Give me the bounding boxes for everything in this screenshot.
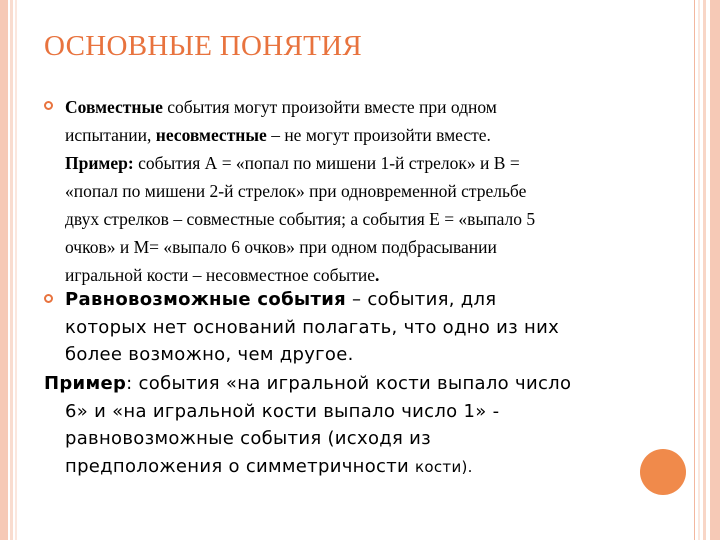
right-border-line [694,0,695,540]
right-border-stripe [710,0,720,540]
text-line: испытании, [65,125,156,145]
left-border-stripe-inner [10,0,13,540]
bullet-ring-icon [44,294,53,303]
right-border-stripe-thin [698,0,700,540]
bullet-item-equiprobable-events [44,286,674,369]
text-line: равновозможные события (исходя из [65,428,432,449]
example-paragraph [44,370,684,481]
text-line: : события «на игральной кости выпало число [126,373,572,394]
left-border-stripe [0,0,8,540]
text-line: очков» и М= «выпало 6 очков» при одном подбрасывании [65,237,497,257]
term-compatible: Совместные [65,97,163,117]
example-first-line [44,370,684,398]
text-line: «попал по мишени 2-й стрелок» при одновременной стрельбе [65,181,527,201]
text-line: которых нет оснований полагать, что одно из них [65,316,560,338]
text-line: – не могут произойти вместе. [266,125,491,145]
slide-title: ОСНОВНЫЕ ПОНЯТИЯ [44,30,363,62]
left-border-stripe-thin [15,0,17,540]
text-line-small: кости). [415,457,473,476]
bullet-text [65,286,674,369]
right-border-stripe-inner [703,0,706,540]
text-line: двух стрелков – совместные события; а события Е = «выпало 5 [65,209,536,229]
text-line: события могут произойти вместе при одном [162,97,497,117]
text-period: . [375,265,380,285]
text-line: 6» и «на игральной кости выпало число 1» - [65,400,500,422]
bullet-ring-icon [44,101,53,110]
term-equiprobable: Равновозможные события [65,289,347,310]
text-line: игральной кости – несовместное событие [65,265,376,285]
bullet-item-compatible-events [44,93,654,289]
bullet-text [65,93,654,289]
text-line: более возможно, чем другое. [65,344,354,365]
decorative-circle [640,449,686,495]
example-continuation [65,398,684,482]
text-line: предположения о симметричности [65,455,416,477]
term-incompatible: несовместные [155,125,267,145]
example-label: Пример: [65,153,134,173]
text-line: – события, для [346,289,497,310]
example-label: Пример [44,373,127,394]
text-line: события А = «попал по мишени 1-й стрелок» и В = [133,153,520,173]
